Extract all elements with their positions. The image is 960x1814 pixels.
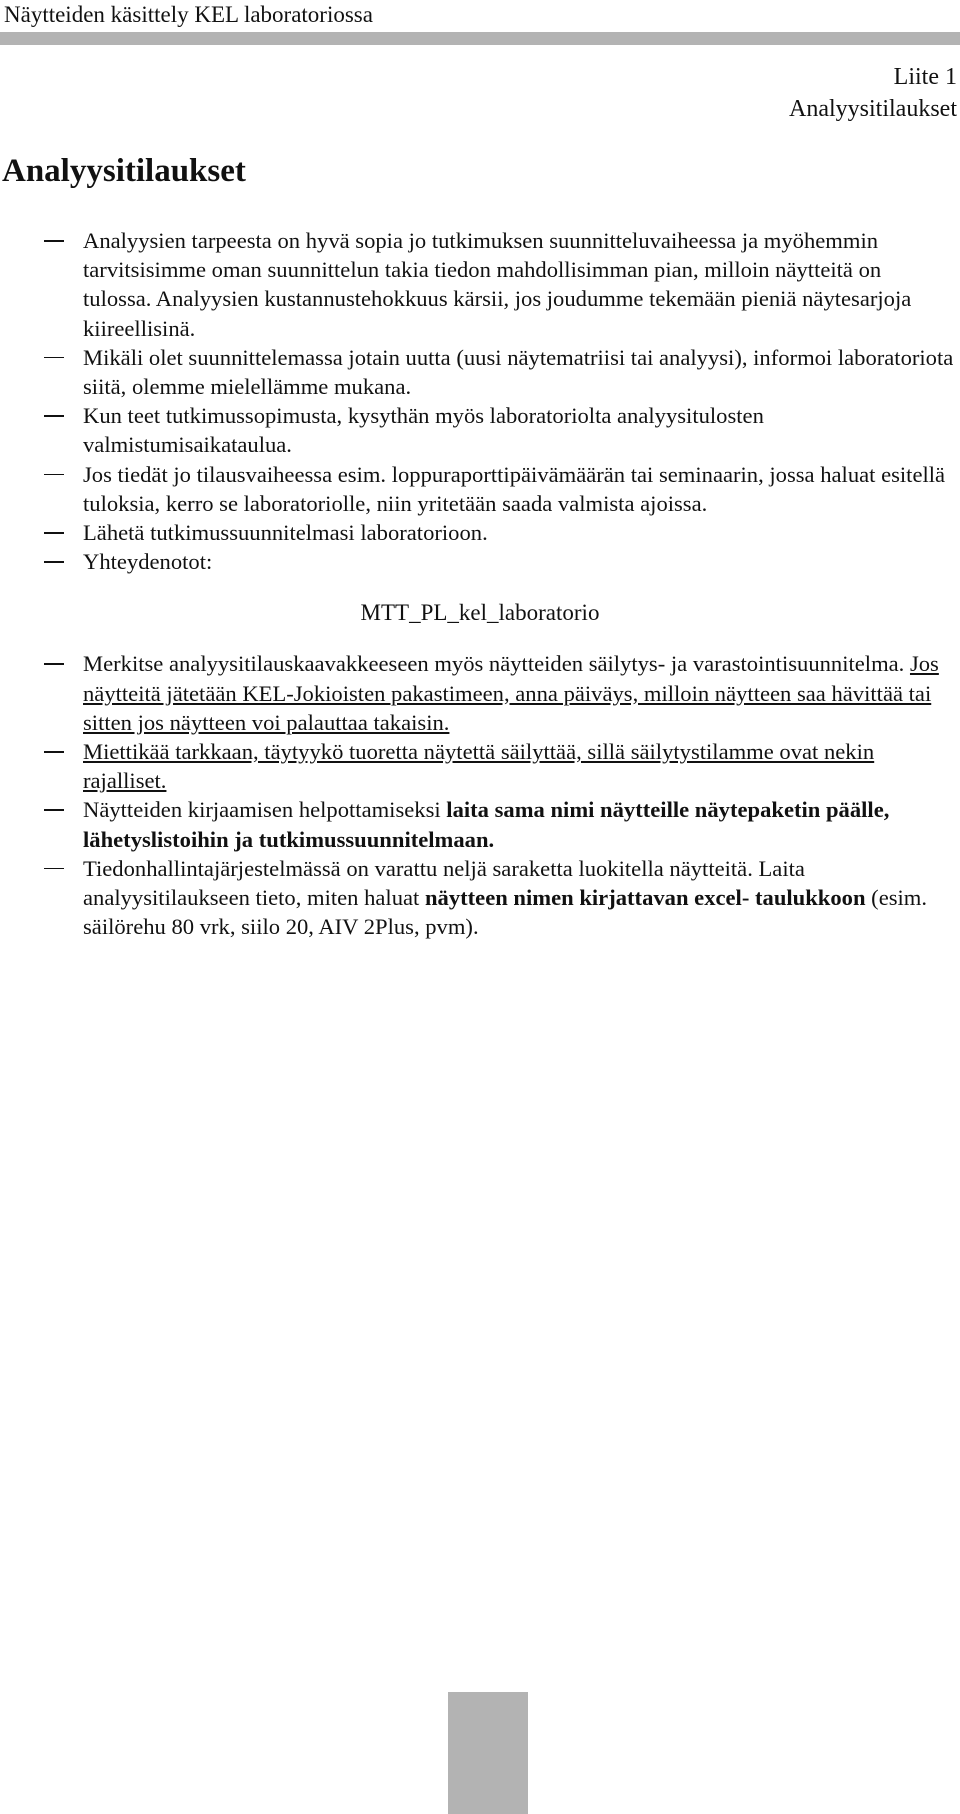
list-item-text: Tiedonhallintajärjestelmässä on varattu neljä saraketta luokitella näytteitä. Laita analyysitilaukseen tieto, miten haluat [83, 855, 805, 911]
list-item [0, 401, 960, 459]
list-item-text: Lähetä tutkimussuunnitelmasi laboratorioon. [83, 520, 488, 546]
appendix-label [789, 61, 957, 125]
list-item-text: Mikäli olet suunnittelemassa jotain uutta (uusi näytematriisi tai analyysi), informoi laboratoriota siitä, olemme mielellämme mukana. [83, 344, 954, 400]
dash-bullet-icon [44, 663, 64, 665]
dash-bullet-icon [44, 561, 64, 563]
document-header-title: Näytteiden käsittely KEL laboratoriossa [4, 2, 373, 27]
list-item [0, 343, 960, 401]
list-item-text: Näytteiden kirjaamisen helpottamiseksi [83, 797, 447, 823]
contact-address: MTT_PL_kel_laboratorio [360, 600, 600, 626]
bold-text: laita sama nimi näytteille näytepaketin päälle, lähetyslistoihin ja tutkimussuunnitelmaan. [83, 797, 890, 852]
list-item [0, 226, 960, 343]
list-item-text: Kun teet tutkimussopimusta, kysythän myös laboratoriolta analyysitulosten valmistumisaikataulua. [83, 403, 764, 458]
dash-bullet-icon [44, 532, 64, 534]
list-item-text: Jos tiedät jo tilausvaiheessa esim. loppuraporttipäivämäärän tai seminaarin, jossa haluat esitellä tuloksia, kerro se laboratoriolle, niin yritetään saada valmista ajoissa. [83, 461, 946, 516]
list-item [0, 518, 960, 547]
dash-bullet-icon [44, 240, 64, 242]
footer-page-bar [448, 1692, 528, 1814]
dash-bullet-icon [44, 474, 64, 476]
dash-bullet-icon [44, 415, 64, 417]
list-item [0, 649, 960, 737]
bold-text: näytteen nimen kirjattavan excel- taulukkoon [424, 885, 866, 911]
list-item [0, 854, 960, 942]
list-item-text: Analyysien tarpeesta on hyvä sopia jo tutkimuksen suunnitteluvaiheessa ja myöhemmin tarvitsisimme oman suunnittelun takia tiedon mahdollisimman pian, milloin näytteitä on tulossa. Analyysien kustannustehokkuus kärsii, jos joudumme tekemään pieniä näytesarjoja kiireellisinä. [83, 228, 912, 341]
list-item-text: Yhteydenotot: [83, 549, 213, 575]
header-rule [0, 32, 960, 45]
list-item [0, 547, 960, 576]
dash-bullet-icon [44, 357, 64, 359]
appendix-number: Liite 1 [893, 64, 957, 90]
bullet-list [0, 226, 960, 941]
dash-bullet-icon [44, 809, 64, 811]
section-heading: Analyysitilaukset [2, 153, 246, 189]
underlined-text: Miettikää tarkkaan, täytyykö tuoretta näytettä säilyttää, sillä säilytystilamme ovat nekin rajalliset. [83, 739, 875, 794]
dash-bullet-icon [44, 868, 64, 870]
list-item [0, 737, 960, 795]
list-item-text: Merkitse analyysitilauskaavakkeeseen myös näytteiden säilytys- ja varastointisuunnitelma. [83, 651, 910, 677]
underlined-text: Jos näytteitä jätetään KEL-Jokioisten pakastimeen, anna päiväys, milloin näytteen saa hävittää tai sitten jos näytteen voi palauttaa takaisin. [83, 651, 939, 735]
list-item-text: (esim. säilörehu 80 vrk, siilo 20, AIV 2Plus, pvm). [83, 885, 928, 940]
dash-bullet-icon [44, 751, 64, 753]
list-item [0, 460, 960, 518]
list-item [0, 795, 960, 853]
appendix-subject: Analyysitilaukset [789, 96, 957, 122]
